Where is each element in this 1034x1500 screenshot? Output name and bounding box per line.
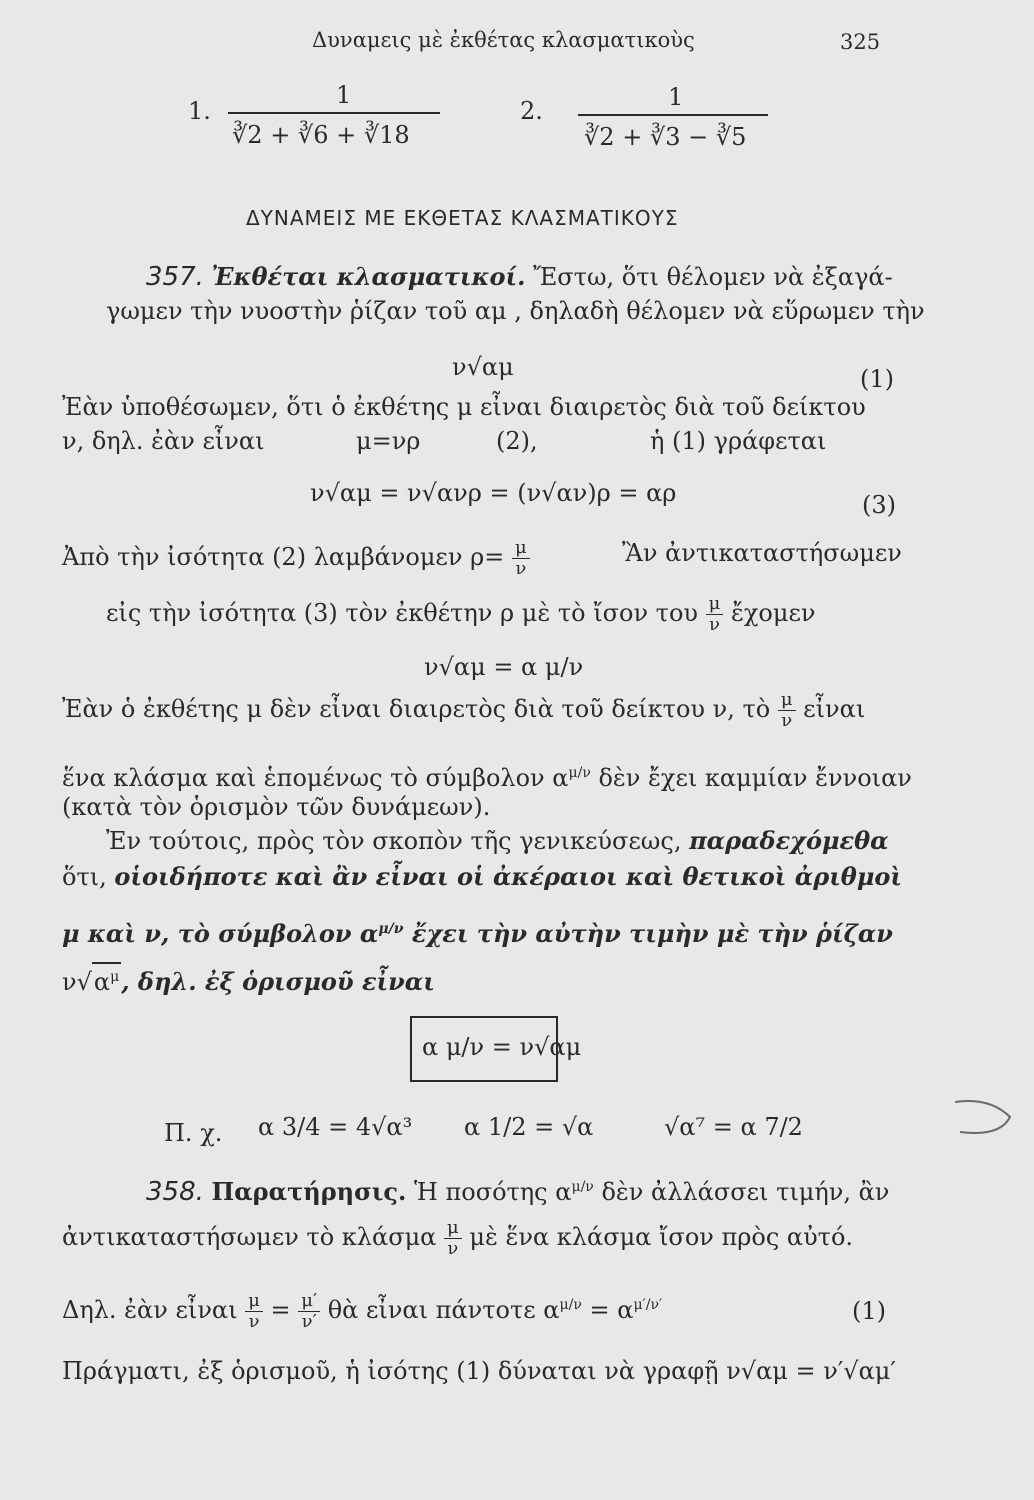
exponent-mu-nu: μ/ν [571, 1179, 594, 1195]
line-8-text-a: ἕνα κλάσμα καὶ ἑπομένως τὸ σύμβολον α [62, 764, 569, 792]
line-5-text-b: Ἂν ἀντικαταστήσωμεν [622, 539, 902, 567]
page-number: 325 [840, 30, 881, 54]
line-5-text-a: Ἀπὸ τὴν ἰσότητα (2) λαμβάνομεν ρ= [62, 543, 505, 571]
margin-mark [950, 1092, 1020, 1142]
para-357-line-7 [62, 690, 865, 731]
fraction-mu-over-nu [706, 594, 724, 635]
exercise-1-denominator: ∛2 + ∛6 + ∛18 [232, 121, 410, 149]
equation-1: ν√αμ [452, 353, 514, 381]
para-358-line-2 [62, 1218, 853, 1259]
line-4-equation: ν√αμ = ν′√αμ′ [726, 1357, 896, 1385]
para-357-line-6 [106, 594, 815, 635]
definition-box [410, 1016, 582, 1082]
para-357-line-11 [62, 862, 902, 892]
line-11-emphasis: οἱοιδήποτε καὶ ἂν εἶναι οἱ ἀκέραιοι καὶ θετικοὶ ἀριθμοὶ [114, 862, 902, 891]
boxed-equation: α μ/ν = ν√αμ [422, 1033, 582, 1061]
line-13-text: , δηλ. ἐξ ὁρισμοῦ εἶναι [121, 967, 435, 996]
fraction-numerator: μ [444, 1218, 462, 1239]
exponent-mu-nu: μ/ν [568, 765, 591, 781]
para-357-title: Ἐκθέται κλασματικοί. [211, 262, 526, 291]
line-10-emphasis: παραδεχόμεθα [689, 826, 889, 855]
para-358-title: Παρατήρησις. [211, 1177, 407, 1206]
line-3-text-a: Δηλ. ἐὰν εἶναι [62, 1296, 238, 1324]
line-11-text-a: ὅτι, [62, 863, 107, 891]
para-358-line-3: Δηλ. ἐὰν εἶναι $\frac{\mu}{\nu}$ = $\frac{\mu'}{\nu'}$ θὰ εἶναι πάντοτε $\alpha^{\mu/\nu} = \alpha^{\mu'/\nu'}$ [62, 1290, 663, 1332]
fraction-denominator: ν′ [301, 1311, 317, 1332]
fraction-denominator: ν [515, 558, 527, 579]
line-2-text-b: μὲ ἕνα κλάσμα ἴσον πρὸς αὐτό. [469, 1223, 854, 1251]
para-357-line-3: Ἐὰν ὑποθέσωμεν, ὅτι ὁ ἐκθέτης μ εἶναι διαιρετὸς διὰ τοῦ δείκτου [62, 393, 866, 421]
fraction-numerator: μ [512, 538, 530, 559]
exercise-1-label: 1. [188, 97, 211, 125]
equation-2: μ=νρ [356, 427, 421, 455]
section-heading: ΔΥΝΑΜΕΙΣ ΜΕ ΕΚΘΕΤΑΣ ΚΛΑΣΜΑΤΙΚΟΥΣ [246, 206, 679, 230]
line-6-text-b: ἔχομεν [730, 599, 816, 627]
radical-nu-alpha-mu: $\nu√\alpha^\mu$ [62, 968, 121, 996]
line-10-text-a: Ἐν τούτοις, πρὸς τὸν σκοπὸν τῆς γενικεύσεως, [106, 827, 682, 855]
line-1-text-b: δὲν ἀλλάσσει τιμήν, ἂν [601, 1178, 890, 1206]
example-label: Π. χ. [164, 1119, 223, 1147]
equation-2-label: (2), [496, 427, 538, 455]
exercise-2-denominator: ∛2 + ∛3 − ∛5 [584, 123, 747, 151]
exercise-1-fraction-bar [228, 112, 440, 114]
example-3: √α⁷ = α 7/2 [664, 1113, 803, 1141]
fraction-mu-over-nu [245, 1291, 263, 1332]
line-4-text-b: ἡ (1) γράφεται [650, 427, 827, 455]
fraction-numerator: μ [245, 1291, 263, 1312]
fraction-denominator: ν [447, 1238, 459, 1259]
para-357-line-1-text: Ἔστω, ὅτι θέλομεν νὰ ἐξαγά- [533, 263, 893, 291]
exercise-2-numerator: 1 [668, 83, 684, 111]
equation-3-label: (3) [862, 491, 896, 519]
para-358-line-1 [146, 1172, 889, 1207]
para-357-line-4 [62, 426, 265, 456]
exponent-mu-nu: μ/ν [378, 921, 404, 937]
fraction-numerator: μ [706, 594, 724, 615]
para-357-line-10 [106, 826, 889, 856]
para-358-eq-label: (1) [852, 1297, 886, 1325]
para-357-line-1 [146, 262, 893, 292]
example-1: α 3/4 = 4√α³ [258, 1113, 413, 1141]
fraction-mu-prime-over-nu-prime [298, 1291, 320, 1332]
line-4-text-a: Πράγματι, ἐξ ὁρισμοῦ, ἡ ἰσότης (1) δύναται νὰ γραφῇ [62, 1357, 719, 1385]
line-12-text-b: ἔχει τὴν αὐτὴν τιμὴν μὲ τὴν ῥίζαν [411, 919, 893, 948]
fraction-mu-over-nu [778, 690, 796, 731]
line-12-text-a: μ καὶ ν, τὸ σύμβολον α [62, 919, 379, 948]
para-357-line-12 [62, 914, 893, 949]
exercise-1-numerator: 1 [336, 81, 352, 109]
para-357-line-5 [62, 538, 530, 579]
fraction-denominator: ν [248, 1311, 260, 1332]
para-357-line-8 [62, 758, 912, 793]
line-1-text-a: Ἡ ποσότης α [414, 1178, 572, 1206]
para-357-line-13 [62, 962, 435, 997]
fraction-mu-over-nu [512, 538, 530, 579]
para-357-line-9: (κατὰ τὸν ὁρισμὸν τῶν δυνάμεων). [62, 793, 491, 821]
fraction-numerator: μ [778, 690, 796, 711]
line-7-text-b: εἶναι [803, 695, 866, 723]
exercise-2-label: 2. [520, 97, 543, 125]
para-357-line-2: γωμεν τὴν νυοστὴν ῥίζαν τοῦ αμ , δηλαδὴ θέλομεν νὰ εὕρωμεν τὴν [106, 297, 925, 325]
line-7-text-a: Ἐὰν ὁ ἐκθέτης μ δὲν εἶναι διαιρετὸς διὰ τοῦ δείκτου ν, τὸ [62, 695, 771, 723]
running-title: Δυναμεις μὲ ἐκθέτας κλασματικοὺς [312, 28, 695, 52]
exercise-2-fraction-bar [578, 114, 768, 116]
line-3-text-b: θὰ εἶναι πάντοτε α [327, 1296, 560, 1324]
line-2-text-a: ἀντικαταστήσωμεν τὸ κλάσμα [62, 1223, 437, 1251]
line-6-text-a: εἰς τὴν ἰσότητα (3) τὸν ἐκθέτην ρ μὲ τὸ ἴσον του [106, 599, 698, 627]
equation-3: ν√αμ = ν√ανρ = (ν√αν)ρ = αρ [310, 479, 677, 507]
fraction-denominator: ν [781, 710, 793, 731]
exponent-mu-nu: μ/ν [559, 1297, 582, 1313]
example-2: α 1/2 = √α [464, 1113, 594, 1141]
line-4-text-a: ν, δηλ. ἐὰν εἶναι [62, 427, 265, 455]
fraction-mu-over-nu [444, 1218, 462, 1259]
para-357-number: 357. [146, 262, 204, 292]
line-8-text-b: δὲν ἔχει καμμίαν ἔννοιαν [598, 764, 912, 792]
fraction-denominator: ν [709, 614, 720, 635]
para-358-line-4 [62, 1356, 896, 1386]
para-358-number: 358. [146, 1177, 204, 1207]
equation-4: ν√αμ = α μ/ν [424, 653, 584, 681]
exponent-mu-prime-nu-prime: μ′/ν′ [633, 1297, 663, 1313]
fraction-numerator: μ′ [298, 1291, 320, 1312]
equation-1-label: (1) [860, 365, 894, 393]
